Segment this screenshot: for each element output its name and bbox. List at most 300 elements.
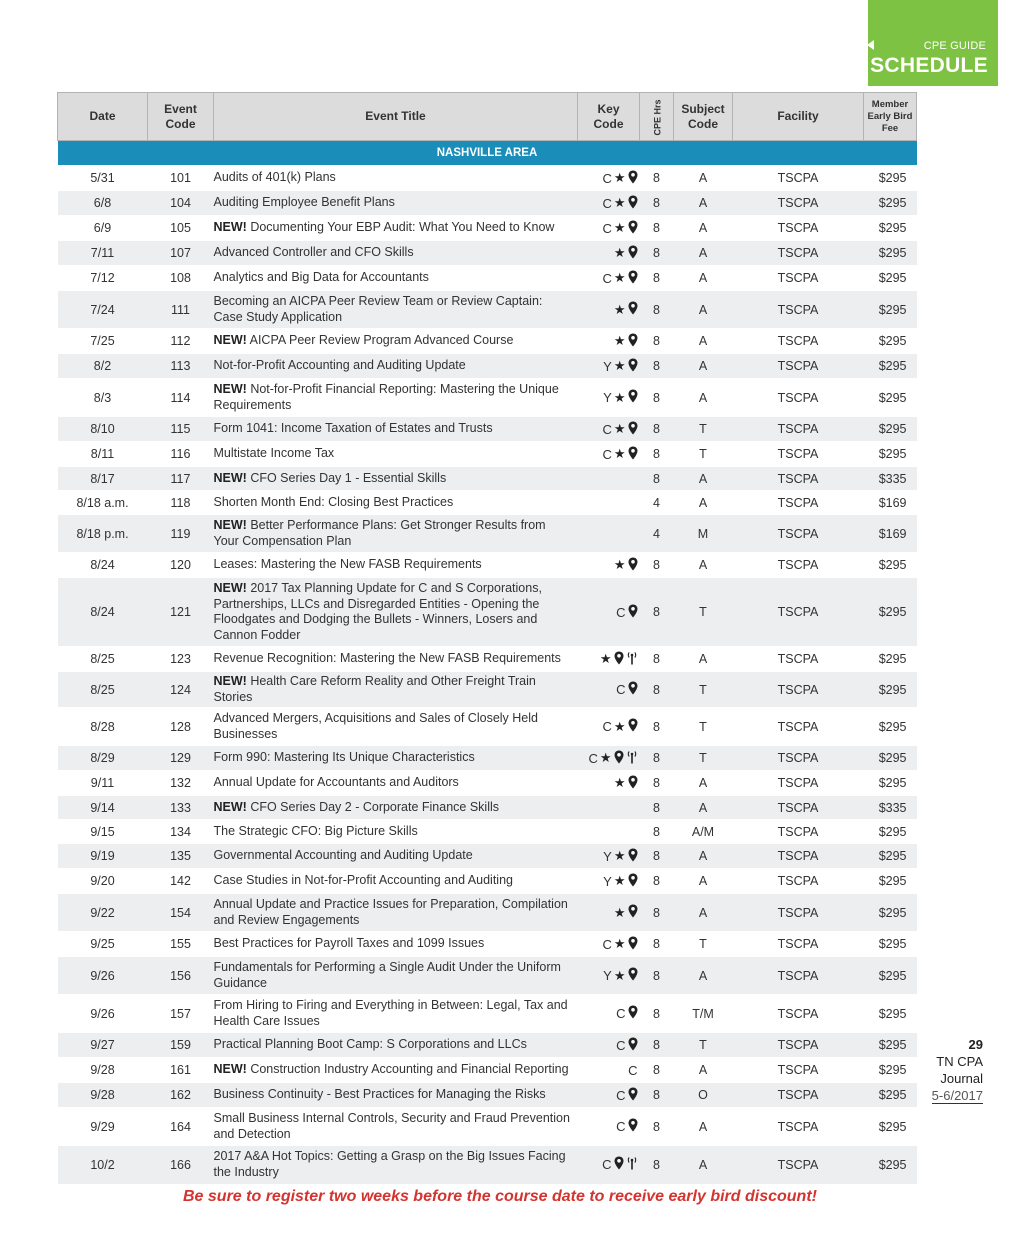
event-title-text: Business Continuity - Best Practices for Managing the Risks (213, 1087, 546, 1102)
subject-code-cell: A (674, 354, 733, 379)
key-code-cell (578, 417, 640, 442)
event-title-cell (214, 1146, 578, 1184)
event-code-cell: 124 (148, 672, 214, 708)
key-code-cell (578, 515, 640, 553)
key-code-cell (578, 467, 640, 491)
event-title-text: Health Care Reform Reality and Other Freight Train Stories (213, 674, 536, 704)
key-code-cell (578, 166, 640, 191)
subject-code-cell: A (674, 379, 733, 417)
cpe-guide-tab (868, 0, 998, 86)
page-number: 29 (968, 1037, 983, 1052)
event-title-cell (214, 844, 578, 869)
event-title-cell (214, 216, 578, 241)
table-row[interactable] (58, 746, 917, 771)
new-badge: NEW! (213, 382, 247, 396)
subject-code-cell: T (674, 932, 733, 957)
subject-code-cell: T (674, 1033, 733, 1058)
early-bird-notice: Be sure to register two weeks before the course date to receive early bird discount! (183, 1188, 817, 1205)
facility-cell: TSCPA (733, 1083, 864, 1108)
facility-cell: TSCPA (733, 1146, 864, 1184)
event-title-cell (214, 291, 578, 329)
header-row (58, 93, 917, 141)
header-fee: Member Early Bird Fee (864, 93, 917, 141)
key-c-icon: C (602, 270, 612, 286)
event-code-cell: 164 (148, 1108, 214, 1146)
key-code-cell (578, 1033, 640, 1058)
tab-notch (867, 40, 874, 50)
event-title-cell (214, 647, 578, 672)
cpe-hrs-cell: 8 (640, 746, 674, 771)
table-row[interactable] (58, 467, 917, 491)
table-row[interactable] (58, 932, 917, 957)
facility-cell: TSCPA (733, 166, 864, 191)
facility-cell: TSCPA (733, 820, 864, 844)
event-title-cell (214, 1083, 578, 1108)
star-icon: ★ (613, 333, 626, 348)
facility-cell: TSCPA (733, 291, 864, 329)
key-code-cell (578, 932, 640, 957)
subject-code-cell: A (674, 329, 733, 354)
facility-cell: TSCPA (733, 932, 864, 957)
event-code-cell: 105 (148, 216, 214, 241)
event-title-cell (214, 241, 578, 266)
date-cell: 9/22 (58, 894, 148, 932)
subject-code-cell: A (674, 216, 733, 241)
table-row[interactable] (58, 1146, 917, 1184)
facility-cell: TSCPA (733, 995, 864, 1033)
facility-cell: TSCPA (733, 647, 864, 672)
cpe-hrs-cell: 8 (640, 796, 674, 820)
subject-code-cell: A (674, 266, 733, 291)
subject-code-cell: T (674, 417, 733, 442)
event-title-text: Construction Industry Accounting and Financial Reporting (250, 1062, 569, 1077)
subject-code-cell: A (674, 894, 733, 932)
event-title-cell (214, 266, 578, 291)
event-code-cell: 114 (148, 379, 214, 417)
date-cell: 8/3 (58, 379, 148, 417)
new-badge: NEW! (213, 518, 247, 532)
fee-cell: $295 (864, 672, 917, 708)
star-icon: ★ (613, 270, 626, 285)
key-c-icon: C (602, 936, 612, 952)
key-code-cell (578, 241, 640, 266)
table-row[interactable] (58, 995, 917, 1033)
event-title-cell (214, 1033, 578, 1058)
cpe-hrs-cell: 8 (640, 672, 674, 708)
subject-code-cell: T (674, 672, 733, 708)
cpe-hrs-cell: 8 (640, 1108, 674, 1146)
subject-code-cell: T (674, 746, 733, 771)
header-facility: Facility (733, 93, 864, 141)
fee-cell: $295 (864, 708, 917, 746)
key-code-cell (578, 820, 640, 844)
event-title-cell (214, 166, 578, 191)
event-code-cell: 134 (148, 820, 214, 844)
date-cell: 9/15 (58, 820, 148, 844)
signal-tower-icon (626, 651, 638, 668)
facility-cell: TSCPA (733, 957, 864, 995)
date-cell: 8/18 a.m. (58, 491, 148, 515)
key-code-cell (578, 796, 640, 820)
key-c-icon: C (616, 1087, 626, 1103)
date-cell: 7/24 (58, 291, 148, 329)
key-y-icon: Y (603, 358, 612, 374)
fee-cell: $295 (864, 417, 917, 442)
fee-cell: $335 (864, 796, 917, 820)
date-cell: 6/9 (58, 216, 148, 241)
table-row[interactable] (58, 266, 917, 291)
facility-cell: TSCPA (733, 672, 864, 708)
date-cell: 9/11 (58, 771, 148, 796)
event-title-cell (214, 796, 578, 820)
cpe-hrs-cell: 8 (640, 191, 674, 216)
cpe-hrs-cell: 8 (640, 467, 674, 491)
date-cell: 6/8 (58, 191, 148, 216)
location-pin-icon (628, 358, 638, 375)
star-icon: ★ (613, 936, 626, 951)
subject-code-cell: A (674, 1146, 733, 1184)
event-code-cell: 107 (148, 241, 214, 266)
fee-cell: $295 (864, 354, 917, 379)
facility-cell: TSCPA (733, 266, 864, 291)
event-title-text: AICPA Peer Review Program Advanced Course (249, 333, 514, 348)
event-code-cell: 159 (148, 1033, 214, 1058)
fee-cell: $295 (864, 1108, 917, 1146)
event-title-text: Form 1041: Income Taxation of Estates and Trusts (213, 421, 493, 436)
star-icon: ★ (613, 775, 626, 790)
table-row[interactable] (58, 417, 917, 442)
date-cell: 8/25 (58, 672, 148, 708)
event-title-text: Multistate Income Tax (213, 446, 335, 461)
table-row[interactable] (58, 708, 917, 746)
event-title-cell (214, 491, 578, 515)
cpe-hrs-cell: 8 (640, 216, 674, 241)
cpe-hrs-cell: 8 (640, 957, 674, 995)
key-y-icon: Y (603, 968, 612, 983)
event-title-text: Best Practices for Payroll Taxes and 1099 Issues (213, 936, 485, 951)
date-cell: 9/28 (58, 1083, 148, 1108)
table-row[interactable] (58, 166, 917, 191)
fee-cell: $295 (864, 166, 917, 191)
header-event-title: Event Title (214, 93, 578, 141)
table-row[interactable] (58, 578, 917, 647)
cpe-hrs-cell: 8 (640, 354, 674, 379)
event-title-cell (214, 708, 578, 746)
fee-cell: $295 (864, 820, 917, 844)
table-row[interactable] (58, 894, 917, 932)
table-row[interactable] (58, 553, 917, 578)
issue-date: 5-6/2017 (931, 1088, 983, 1103)
key-code-cell (578, 995, 640, 1033)
event-title-text: Shorten Month End: Closing Best Practices (213, 494, 454, 509)
fee-cell: $295 (864, 869, 917, 894)
location-pin-icon (628, 333, 638, 350)
event-title-text: Documenting Your EBP Audit: What You Need to Know (250, 220, 555, 235)
date-cell: 9/25 (58, 932, 148, 957)
location-pin-icon (628, 967, 638, 984)
event-code-cell: 166 (148, 1146, 214, 1184)
facility-cell: TSCPA (733, 241, 864, 266)
new-badge: NEW! (213, 799, 247, 814)
star-icon: ★ (613, 220, 626, 235)
signal-tower-icon (626, 1156, 638, 1173)
event-code-cell: 101 (148, 166, 214, 191)
subject-code-cell: A (674, 796, 733, 820)
table-row[interactable] (58, 191, 917, 216)
table-row[interactable] (58, 647, 917, 672)
key-c-icon: C (602, 1157, 612, 1173)
new-badge: NEW! (213, 581, 247, 595)
event-title-text: From Hiring to Firing and Everything in Between: Legal, Tax and Health Care Issues (213, 998, 568, 1028)
table-row[interactable] (58, 515, 917, 553)
date-cell: 8/24 (58, 553, 148, 578)
key-code-cell (578, 894, 640, 932)
key-y-icon: Y (603, 390, 612, 405)
cpe-hrs-cell: 8 (640, 869, 674, 894)
star-icon: ★ (599, 750, 612, 765)
table-row[interactable] (58, 957, 917, 995)
key-code-cell (578, 647, 640, 672)
facility-cell: TSCPA (733, 216, 864, 241)
key-c-icon: C (602, 195, 612, 211)
facility-cell: TSCPA (733, 708, 864, 746)
event-code-cell: 128 (148, 708, 214, 746)
subject-code-cell: A (674, 844, 733, 869)
event-title-text: Small Business Internal Controls, Security and Fraud Prevention and Detection (213, 1111, 570, 1141)
event-code-cell: 116 (148, 442, 214, 467)
table-row[interactable] (58, 820, 917, 844)
date-cell: 9/27 (58, 1033, 148, 1058)
key-c-icon: C (616, 1037, 626, 1053)
publication-name: TN CPA (936, 1054, 983, 1069)
star-icon: ★ (613, 358, 626, 373)
table-row[interactable] (58, 672, 917, 708)
header-date: Date (58, 93, 148, 141)
star-icon: ★ (613, 446, 626, 461)
subject-code-cell: O (674, 1083, 733, 1108)
table-row[interactable] (58, 844, 917, 869)
location-pin-icon (628, 220, 638, 237)
star-icon: ★ (613, 967, 626, 983)
fee-cell: $295 (864, 442, 917, 467)
date-cell: 9/28 (58, 1058, 148, 1083)
event-title-text: Fundamentals for Performing a Single Audit Under the Uniform Guidance (213, 960, 561, 990)
publication-name-2: Journal (940, 1071, 983, 1086)
date-cell: 7/25 (58, 329, 148, 354)
event-title-cell (214, 442, 578, 467)
table-row[interactable] (58, 329, 917, 354)
new-badge: NEW! (213, 674, 247, 688)
facility-cell: TSCPA (733, 515, 864, 553)
table-row[interactable] (58, 216, 917, 241)
key-code-cell (578, 291, 640, 329)
location-pin-icon (614, 1156, 624, 1173)
star-icon: ★ (613, 195, 626, 210)
fee-cell: $295 (864, 329, 917, 354)
fee-cell: $295 (864, 894, 917, 932)
event-code-cell: 135 (148, 844, 214, 869)
table-row[interactable] (58, 491, 917, 515)
date-cell: 8/28 (58, 708, 148, 746)
location-pin-icon (628, 1087, 638, 1104)
cpe-hrs-cell: 8 (640, 241, 674, 266)
date-cell: 8/24 (58, 578, 148, 647)
table-row[interactable] (58, 1058, 917, 1083)
star-icon: ★ (613, 557, 626, 572)
header-key-code: Key Code (578, 93, 640, 141)
subject-code-cell: A (674, 957, 733, 995)
location-pin-icon (628, 718, 638, 735)
fee-cell: $295 (864, 1058, 917, 1083)
facility-cell: TSCPA (733, 379, 864, 417)
table-row[interactable] (58, 379, 917, 417)
event-code-cell: 104 (148, 191, 214, 216)
event-title-cell (214, 746, 578, 771)
table-row[interactable] (58, 771, 917, 796)
event-title-text: Revenue Recognition: Mastering the New FASB Requirements (213, 651, 561, 666)
cpe-hrs-cell: 8 (640, 578, 674, 647)
event-code-cell: 123 (148, 647, 214, 672)
fee-cell: $295 (864, 1033, 917, 1058)
key-code-cell (578, 1058, 640, 1083)
location-pin-icon (628, 681, 638, 698)
cpe-hrs-cell: 8 (640, 379, 674, 417)
fee-cell: $295 (864, 216, 917, 241)
key-c-icon: C (616, 1006, 626, 1021)
date-cell: 9/19 (58, 844, 148, 869)
table-row[interactable] (58, 869, 917, 894)
facility-cell: TSCPA (733, 191, 864, 216)
fee-cell: $295 (864, 995, 917, 1033)
cpe-hrs-cell: 8 (640, 708, 674, 746)
event-title-text: Audits of 401(k) Plans (213, 170, 336, 185)
facility-cell: TSCPA (733, 771, 864, 796)
location-pin-icon (614, 651, 624, 668)
fee-cell: $295 (864, 957, 917, 995)
cpe-hrs-cell: 8 (640, 771, 674, 796)
key-code-cell (578, 1146, 640, 1184)
header-cpe-hrs (640, 93, 674, 141)
key-c-icon: C (616, 1119, 626, 1134)
header-event-code: Event Code (148, 93, 214, 141)
fee-cell: $169 (864, 491, 917, 515)
star-icon: ★ (613, 389, 626, 405)
star-icon: ★ (613, 873, 626, 888)
event-code-cell: 162 (148, 1083, 214, 1108)
location-pin-icon (628, 170, 638, 187)
date-cell: 7/11 (58, 241, 148, 266)
facility-cell: TSCPA (733, 894, 864, 932)
table-row[interactable] (58, 442, 917, 467)
fee-cell: $295 (864, 266, 917, 291)
fee-cell: $295 (864, 844, 917, 869)
facility-cell: TSCPA (733, 467, 864, 491)
table-row[interactable] (58, 1083, 917, 1108)
event-title-text: Not-for-Profit Accounting and Auditing Update (213, 358, 466, 373)
tab-title: SCHEDULE (870, 54, 988, 77)
star-icon: ★ (599, 651, 612, 666)
fee-cell: $295 (864, 379, 917, 417)
location-pin-icon (628, 421, 638, 438)
table-row[interactable] (58, 354, 917, 379)
location-pin-icon (628, 446, 638, 463)
event-title-cell (214, 820, 578, 844)
key-c-icon: C (628, 1062, 638, 1078)
date-cell: 9/26 (58, 957, 148, 995)
key-code-cell (578, 191, 640, 216)
table-row[interactable] (58, 796, 917, 820)
new-badge: NEW! (213, 220, 247, 235)
date-cell: 8/17 (58, 467, 148, 491)
table-row[interactable] (58, 291, 917, 329)
event-code-cell: 112 (148, 329, 214, 354)
new-badge: NEW! (213, 333, 247, 348)
facility-cell: TSCPA (733, 796, 864, 820)
event-code-cell: 118 (148, 491, 214, 515)
cpe-hrs-cell: 8 (640, 553, 674, 578)
schedule-table (57, 92, 917, 1184)
location-pin-icon (628, 1037, 638, 1054)
event-code-cell: 155 (148, 932, 214, 957)
event-title-text: Better Performance Plans: Get Stronger Results from Your Compensation Plan (213, 518, 546, 548)
key-code-cell (578, 379, 640, 417)
subject-code-cell: T/M (674, 995, 733, 1033)
facility-cell: TSCPA (733, 417, 864, 442)
key-c-icon: C (602, 220, 612, 236)
cpe-hrs-cell: 8 (640, 166, 674, 191)
event-title-text: Advanced Controller and CFO Skills (213, 245, 414, 260)
event-title-cell (214, 467, 578, 491)
event-code-cell: 111 (148, 291, 214, 329)
key-code-cell (578, 329, 640, 354)
location-pin-icon (614, 750, 624, 767)
event-code-cell: 119 (148, 515, 214, 553)
event-title-cell (214, 771, 578, 796)
event-code-cell: 117 (148, 467, 214, 491)
key-c-icon: C (602, 719, 612, 734)
event-code-cell: 132 (148, 771, 214, 796)
event-title-cell (214, 894, 578, 932)
cpe-hrs-cell: 8 (640, 1033, 674, 1058)
date-cell: 10/2 (58, 1146, 148, 1184)
key-y-icon: Y (603, 873, 612, 889)
key-code-cell (578, 266, 640, 291)
facility-cell: TSCPA (733, 1108, 864, 1146)
fee-cell: $295 (864, 291, 917, 329)
location-pin-icon (628, 245, 638, 262)
event-title-text: Annual Update and Practice Issues for Preparation, Compilation and Review Engagements (213, 897, 568, 927)
table-row[interactable] (58, 1033, 917, 1058)
event-title-text: Analytics and Big Data for Accountants (213, 270, 429, 285)
event-title-cell (214, 1058, 578, 1083)
date-cell: 8/18 p.m. (58, 515, 148, 553)
event-code-cell: 161 (148, 1058, 214, 1083)
key-code-cell (578, 869, 640, 894)
cpe-hrs-label: CPE Hrs (652, 98, 663, 136)
key-c-icon: C (616, 604, 626, 620)
cpe-hrs-cell: 8 (640, 844, 674, 869)
event-title-cell (214, 329, 578, 354)
date-cell: 5/31 (58, 166, 148, 191)
key-c-icon: C (602, 446, 612, 462)
table-row[interactable] (58, 241, 917, 266)
subject-code-cell: A (674, 869, 733, 894)
star-icon: ★ (613, 170, 626, 185)
event-code-cell: 121 (148, 578, 214, 647)
table-row[interactable] (58, 1108, 917, 1146)
event-title-text: CFO Series Day 1 - Essential Skills (250, 470, 447, 485)
event-code-cell: 156 (148, 957, 214, 995)
